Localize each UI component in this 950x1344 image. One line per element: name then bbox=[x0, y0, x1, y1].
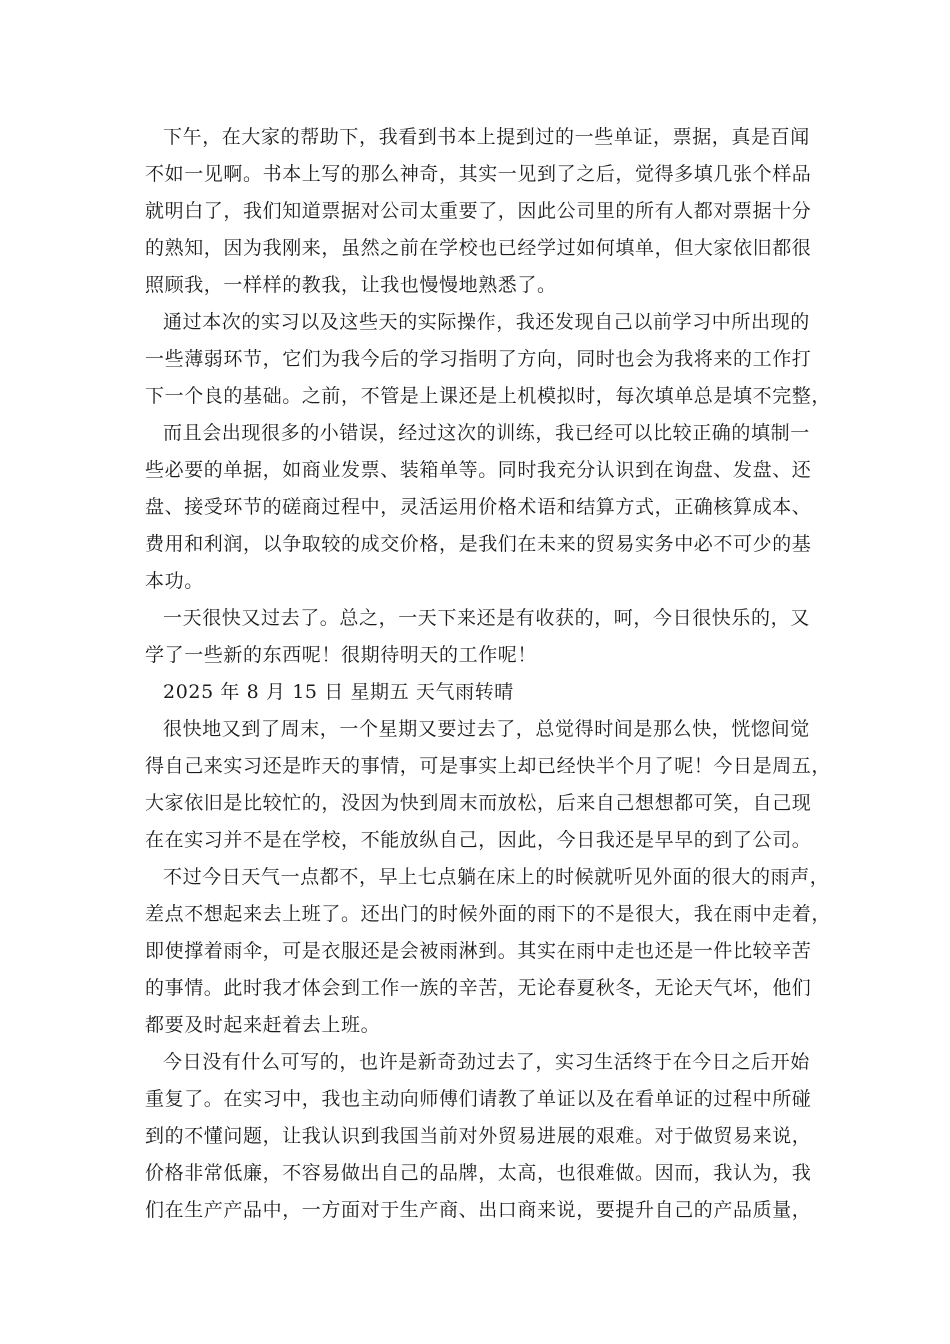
text-line: 在在实习并不是在学校，不能放纵自己，因此，今日我还是早早的到了公司。 bbox=[145, 829, 812, 851]
date-heading: 2025 年 8 月 15 日 星期五 天气雨转晴 bbox=[163, 681, 514, 703]
text-line: 差点不想起来去上班了。还出门的时候外面的雨下的不是很大，我在雨中走着， bbox=[145, 903, 832, 925]
text-line: 一些薄弱环节，它们为我今后的学习指明了方向，同时也会为我将来的工作打 bbox=[145, 348, 812, 370]
text-line: 的熟知，因为我刚来，虽然之前在学校也已经学过如何填单，但大家依旧都很 bbox=[145, 237, 812, 259]
text-line: 价格非常低廉，不容易做出自己的品牌，太高，也很难做。因而，我认为，我 bbox=[145, 1162, 812, 1184]
text-line: 就明白了，我们知道票据对公司太重要了，因此公司里的所有人都对票据十分 bbox=[145, 200, 812, 222]
text-line: 而且会出现很多的小错误，经过这次的训练，我已经可以比较正确的填制一 bbox=[163, 422, 810, 444]
text-line: 不如一见啊。书本上写的那么神奇，其实一见到了之后，觉得多填几张个样品 bbox=[145, 163, 812, 185]
text-line: 得自己来实习还是昨天的事情，可是事实上却已经快半个月了呢！今日是周五， bbox=[145, 755, 832, 777]
text-line: 本功。 bbox=[145, 570, 204, 592]
text-line: 些必要的单据，如商业发票、装箱单等。同时我充分认识到在询盘、发盘、还 bbox=[145, 459, 812, 481]
text-line: 不过今日天气一点都不，早上七点躺在床上的时候就听见外面的很大的雨声， bbox=[163, 866, 830, 888]
text-line: 们在生产产品中，一方面对于生产商、出口商来说，要提升自己的产品质量， bbox=[145, 1199, 812, 1221]
text-line: 盘、接受环节的磋商过程中，灵活运用价格术语和结算方式，正确核算成本、 bbox=[145, 496, 812, 518]
text-line: 都要及时起来赶着去上班。 bbox=[145, 1014, 381, 1036]
text-line: 下午，在大家的帮助下，我看到书本上提到过的一些单证，票据，真是百闻 bbox=[163, 126, 810, 148]
text-line: 即使撑着雨伞，可是衣服还是会被雨淋到。其实在雨中走也还是一件比较辛苦 bbox=[145, 940, 812, 962]
text-line: 通过本次的实习以及这些天的实际操作，我还发现自己以前学习中所出现的 bbox=[163, 311, 810, 333]
text-line: 照顾我，一样样的教我，让我也慢慢地熟悉了。 bbox=[145, 274, 557, 296]
text-line: 重复了。在实习中，我也主动向师傅们请教了单证以及在看单证的过程中所碰 bbox=[145, 1088, 812, 1110]
text-line: 下一个良的基础。之前，不管是上课还是上机模拟时，每次填单总是填不完整， bbox=[145, 385, 832, 407]
text-line: 费用和利润，以争取较的成交价格，是我们在未来的贸易实务中必不可少的基 bbox=[145, 533, 812, 555]
text-line: 一天很快又过去了。总之，一天下来还是有收获的，呵，今日很快乐的，又 bbox=[163, 607, 810, 629]
text-line: 今日没有什么可写的，也许是新奇劲过去了，实习生活终于在今日之后开始 bbox=[163, 1051, 810, 1073]
text-line: 大家依旧是比较忙的，没因为快到周末而放松，后来自己想想都可笑，自己现 bbox=[145, 792, 812, 814]
text-line: 学了一些新的东西呢！很期待明天的工作呢！ bbox=[145, 644, 538, 666]
text-line: 到的不懂问题，让我认识到我国当前对外贸易进展的艰难。对于做贸易来说， bbox=[145, 1125, 812, 1147]
text-line: 的事情。此时我才体会到工作一族的辛苦，无论春夏秋冬，无论天气坏，他们 bbox=[145, 977, 812, 999]
text-line: 很快地又到了周末，一个星期又要过去了，总觉得时间是那么快，恍惚间觉 bbox=[163, 718, 810, 740]
